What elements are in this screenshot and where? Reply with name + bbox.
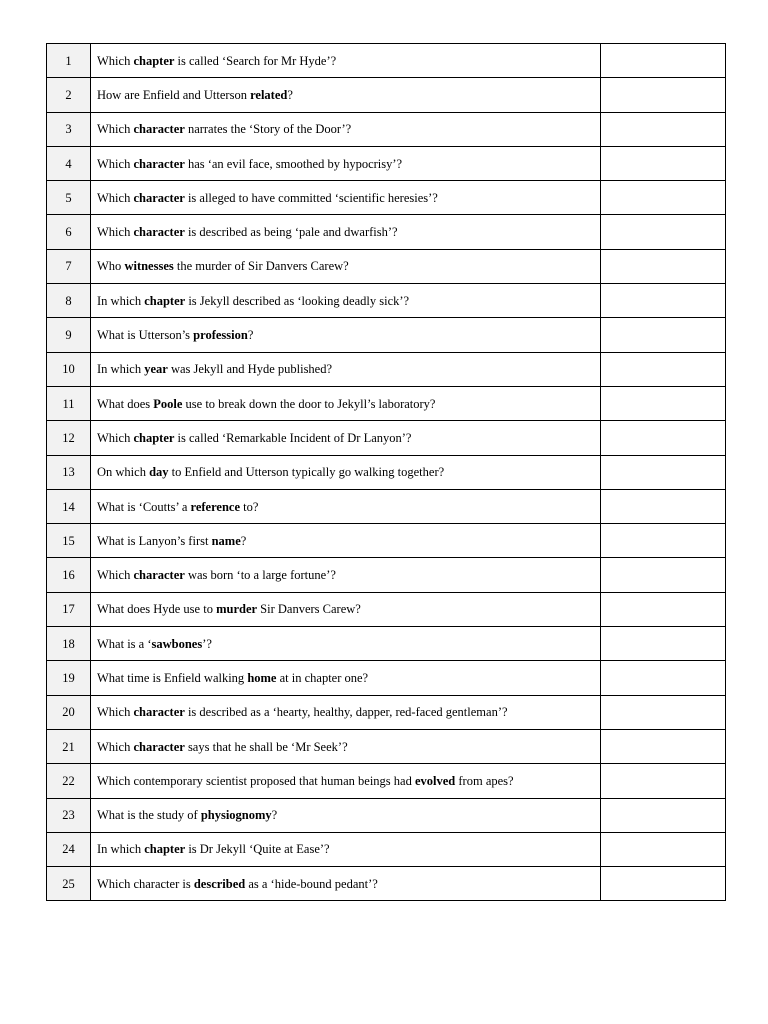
question-text-segment: Which contemporary scientist proposed that human beings had — [97, 773, 415, 788]
question-text — [91, 386, 601, 420]
question-keyword: year — [144, 362, 168, 377]
question-row — [47, 112, 726, 146]
question-text-segment: was Jekyll and Hyde published? — [167, 362, 333, 377]
answer-cell[interactable] — [601, 524, 726, 558]
question-text — [91, 78, 601, 112]
question-text — [91, 832, 601, 866]
question-keyword: chapter — [133, 430, 175, 445]
question-row — [47, 764, 726, 798]
question-row — [47, 627, 726, 661]
answer-cell[interactable] — [601, 798, 726, 832]
answer-cell[interactable] — [601, 764, 726, 798]
question-text-segment: is called ‘Remarkable Incident of Dr Lanyon’? — [174, 430, 412, 445]
answer-cell[interactable] — [601, 695, 726, 729]
question-number: 16 — [47, 558, 91, 592]
question-text-segment: Which — [97, 430, 134, 445]
question-keyword: evolved — [414, 773, 456, 788]
question-number: 23 — [47, 798, 91, 832]
question-row — [47, 181, 726, 215]
answer-cell[interactable] — [601, 181, 726, 215]
answer-cell[interactable] — [601, 627, 726, 661]
question-text — [91, 661, 601, 695]
answer-cell[interactable] — [601, 112, 726, 146]
question-number: 17 — [47, 592, 91, 626]
question-text-segment: What does Hyde use to — [97, 602, 217, 617]
question-number: 13 — [47, 455, 91, 489]
question-keyword: chapter — [144, 293, 186, 308]
question-number: 4 — [47, 146, 91, 180]
answer-cell[interactable] — [601, 558, 726, 592]
question-row — [47, 524, 726, 558]
question-row — [47, 352, 726, 386]
question-number: 5 — [47, 181, 91, 215]
question-row — [47, 455, 726, 489]
question-text-segment: Which — [97, 122, 134, 137]
question-number: 6 — [47, 215, 91, 249]
question-keyword: day — [149, 465, 169, 480]
question-keyword: chapter — [144, 842, 186, 857]
question-number: 21 — [47, 729, 91, 763]
question-keyword: name — [211, 533, 241, 548]
question-number: 10 — [47, 352, 91, 386]
question-text-segment: to Enfield and Utterson typically go walking together? — [168, 465, 445, 480]
question-keyword: murder — [216, 602, 258, 617]
question-row — [47, 832, 726, 866]
question-text — [91, 284, 601, 318]
answer-cell[interactable] — [601, 215, 726, 249]
answer-cell[interactable] — [601, 284, 726, 318]
question-row — [47, 146, 726, 180]
question-number: 1 — [47, 44, 91, 78]
question-text — [91, 524, 601, 558]
question-keyword: related — [250, 87, 288, 102]
question-text-segment: is described as a ‘hearty, healthy, dapper, red-faced gentleman’? — [184, 705, 508, 720]
question-row — [47, 421, 726, 455]
question-text-segment: Which — [97, 53, 134, 68]
question-text-segment: Which — [97, 705, 134, 720]
answer-cell[interactable] — [601, 661, 726, 695]
question-keyword: chapter — [133, 53, 175, 68]
question-text-segment: Which — [97, 190, 134, 205]
quiz-table — [46, 43, 726, 901]
question-text-segment: to? — [240, 499, 259, 514]
answer-cell[interactable] — [601, 249, 726, 283]
question-text-segment: In which — [97, 293, 145, 308]
question-text-segment: has ‘an evil face, smoothed by hypocrisy’? — [184, 156, 403, 171]
question-keyword: character — [133, 190, 185, 205]
answer-cell[interactable] — [601, 832, 726, 866]
question-number: 19 — [47, 661, 91, 695]
question-row — [47, 215, 726, 249]
question-row — [47, 695, 726, 729]
question-text-segment: use to break down the door to Jekyll’s laboratory? — [182, 396, 436, 411]
question-keyword: character — [133, 122, 185, 137]
question-text-segment: is described as being ‘pale and dwarfish’? — [184, 225, 398, 240]
question-text — [91, 798, 601, 832]
answer-cell[interactable] — [601, 867, 726, 901]
answer-cell[interactable] — [601, 78, 726, 112]
question-text — [91, 112, 601, 146]
question-text — [91, 181, 601, 215]
question-number: 20 — [47, 695, 91, 729]
question-text-segment: is alleged to have committed ‘scientific heresies’? — [184, 190, 438, 205]
question-row — [47, 284, 726, 318]
question-text-segment: Which character is — [97, 876, 194, 891]
question-text — [91, 352, 601, 386]
question-text-segment: Who — [97, 259, 125, 274]
question-row — [47, 318, 726, 352]
question-text-segment: is Jekyll described as ‘looking deadly sick’? — [185, 293, 410, 308]
question-keyword: sawbones — [151, 636, 203, 651]
question-row — [47, 386, 726, 420]
question-text-segment: What is Lanyon’s first — [97, 533, 212, 548]
question-number: 18 — [47, 627, 91, 661]
question-text — [91, 421, 601, 455]
question-number: 11 — [47, 386, 91, 420]
question-text — [91, 44, 601, 78]
question-text — [91, 729, 601, 763]
question-keyword: reference — [190, 499, 240, 514]
question-text-segment: is Dr Jekyll ‘Quite at Ease’? — [185, 842, 330, 857]
answer-cell[interactable] — [601, 489, 726, 523]
question-text-segment: ? — [247, 328, 254, 343]
question-keyword: Poole — [153, 396, 183, 411]
question-keyword: character — [133, 568, 185, 583]
question-text-segment: says that he shall be ‘Mr Seek’? — [184, 739, 348, 754]
question-text-segment: What time is Enfield walking — [97, 670, 248, 685]
question-text — [91, 592, 601, 626]
question-row — [47, 592, 726, 626]
question-row — [47, 558, 726, 592]
question-text-segment: ? — [287, 87, 293, 102]
question-text-segment: ? — [271, 808, 278, 823]
question-text-segment: In which — [97, 842, 145, 857]
question-number: 14 — [47, 489, 91, 523]
answer-cell[interactable] — [601, 318, 726, 352]
question-keyword: character — [133, 156, 185, 171]
question-text — [91, 867, 601, 901]
question-text-segment: was born ‘to a large fortune’? — [184, 568, 336, 583]
question-text-segment: What is Utterson’s — [97, 328, 194, 343]
question-row — [47, 867, 726, 901]
question-text-segment: Which — [97, 225, 134, 240]
question-text — [91, 558, 601, 592]
question-text — [91, 215, 601, 249]
question-text-segment: the murder of Sir Danvers Carew? — [173, 259, 349, 274]
question-keyword: character — [133, 225, 185, 240]
question-number: 22 — [47, 764, 91, 798]
answer-cell[interactable] — [601, 455, 726, 489]
question-text-segment: On which — [97, 465, 150, 480]
question-number: 3 — [47, 112, 91, 146]
question-text — [91, 695, 601, 729]
question-text-segment: What is ‘Coutts’ a — [97, 499, 191, 514]
question-keyword: profession — [193, 328, 248, 343]
question-text — [91, 455, 601, 489]
question-row — [47, 78, 726, 112]
question-text-segment: ? — [240, 533, 247, 548]
answer-cell[interactable] — [601, 146, 726, 180]
question-text-segment: What is a ‘ — [97, 636, 152, 651]
quiz-table-body — [47, 44, 726, 901]
question-text-segment: What is the study of — [97, 808, 201, 823]
answer-cell[interactable] — [601, 44, 726, 78]
question-number: 8 — [47, 284, 91, 318]
question-text-segment: narrates the ‘Story of the Door’? — [184, 122, 352, 137]
question-text-segment: is called ‘Search for Mr Hyde’? — [174, 53, 337, 68]
question-keyword: character — [133, 705, 185, 720]
question-row — [47, 44, 726, 78]
question-text — [91, 764, 601, 798]
question-text-segment: Which — [97, 568, 134, 583]
answer-cell[interactable] — [601, 729, 726, 763]
question-text — [91, 318, 601, 352]
question-row — [47, 661, 726, 695]
question-text — [91, 489, 601, 523]
question-text-segment: from apes? — [455, 773, 514, 788]
question-number: 2 — [47, 78, 91, 112]
answer-cell[interactable] — [601, 421, 726, 455]
question-keyword: character — [133, 739, 185, 754]
question-text-segment: as a ‘hide-bound pedant’? — [245, 876, 378, 891]
question-text-segment: Sir Danvers Carew? — [257, 602, 361, 617]
question-row — [47, 489, 726, 523]
question-text — [91, 627, 601, 661]
question-text-segment: What does — [97, 396, 154, 411]
question-text-segment: In which — [97, 362, 145, 377]
question-number: 24 — [47, 832, 91, 866]
answer-cell[interactable] — [601, 386, 726, 420]
question-keyword: described — [193, 876, 246, 891]
question-row — [47, 249, 726, 283]
answer-cell[interactable] — [601, 352, 726, 386]
question-number: 15 — [47, 524, 91, 558]
question-text-segment: Which — [97, 739, 134, 754]
question-text — [91, 146, 601, 180]
question-text-segment: at in chapter one? — [276, 670, 369, 685]
answer-cell[interactable] — [601, 592, 726, 626]
question-row — [47, 798, 726, 832]
question-keyword: home — [247, 670, 277, 685]
question-text-segment: Which — [97, 156, 134, 171]
question-text-segment: ’? — [202, 636, 212, 651]
question-text-segment: How are Enfield and Utterson — [97, 87, 251, 102]
question-number: 12 — [47, 421, 91, 455]
question-text — [91, 249, 601, 283]
question-number: 7 — [47, 249, 91, 283]
question-keyword: witnesses — [124, 259, 174, 274]
question-row — [47, 729, 726, 763]
question-keyword: physiognomy — [200, 808, 272, 823]
question-number: 9 — [47, 318, 91, 352]
question-number: 25 — [47, 867, 91, 901]
